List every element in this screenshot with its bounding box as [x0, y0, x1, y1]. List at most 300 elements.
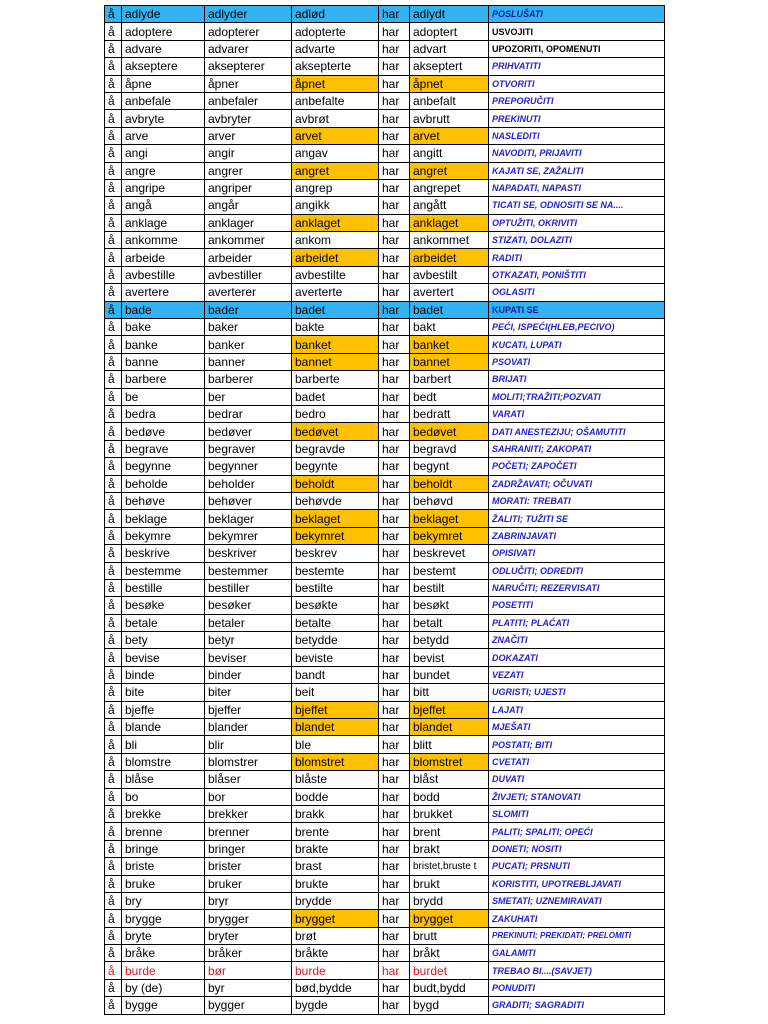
- translation-cell: PALITI; SPALITI; OPEĆI: [489, 823, 665, 840]
- present-cell: brenner: [205, 823, 292, 840]
- infinitive-cell: angå: [122, 197, 205, 214]
- present-cell: arver: [205, 127, 292, 144]
- past-cell: blomstret: [292, 753, 379, 770]
- infinitive-marker-cell: å: [105, 979, 122, 996]
- perfect-cell: besøkt: [410, 597, 489, 614]
- past-cell: bakte: [292, 319, 379, 336]
- past-cell: angrep: [292, 179, 379, 196]
- infinitive-cell: adoptere: [122, 23, 205, 40]
- past-cell: beit: [292, 684, 379, 701]
- present-cell: avbryter: [205, 110, 292, 127]
- infinitive-cell: arbeide: [122, 249, 205, 266]
- perfect-cell: blomstret: [410, 753, 489, 770]
- perfect-cell: angret: [410, 162, 489, 179]
- present-cell: binder: [205, 666, 292, 683]
- past-cell: angret: [292, 162, 379, 179]
- table-row: [105, 788, 665, 805]
- translation-cell: UGRISTI; UJESTI: [489, 684, 665, 701]
- present-cell: bestiller: [205, 579, 292, 596]
- auxiliary-cell: har: [379, 771, 410, 788]
- table-row: [105, 58, 665, 75]
- past-cell: brente: [292, 823, 379, 840]
- infinitive-marker-cell: å: [105, 614, 122, 631]
- auxiliary-cell: har: [379, 666, 410, 683]
- table-row: [105, 753, 665, 770]
- perfect-cell: brygget: [410, 910, 489, 927]
- table-row: [105, 510, 665, 527]
- infinitive-marker-cell: å: [105, 527, 122, 544]
- auxiliary-cell: har: [379, 458, 410, 475]
- past-cell: bød,bydde: [292, 979, 379, 996]
- auxiliary-cell: har: [379, 927, 410, 944]
- translation-cell: KORISTITI, UPOTREBLJAVATI: [489, 875, 665, 892]
- table-row: [105, 423, 665, 440]
- translation-cell: PRIHVATITI: [489, 58, 665, 75]
- perfect-cell: bråkt: [410, 945, 489, 962]
- infinitive-cell: blomstre: [122, 753, 205, 770]
- table-row: [105, 319, 665, 336]
- translation-cell: ŽALITI; TUŽITI SE: [489, 510, 665, 527]
- infinitive-marker-cell: å: [105, 40, 122, 57]
- infinitive-marker-cell: å: [105, 649, 122, 666]
- table-row: [105, 875, 665, 892]
- auxiliary-cell: har: [379, 562, 410, 579]
- infinitive-cell: ankomme: [122, 232, 205, 249]
- past-cell: angav: [292, 145, 379, 162]
- verb-table: [104, 5, 665, 1015]
- infinitive-marker-cell: å: [105, 266, 122, 283]
- present-cell: beklager: [205, 510, 292, 527]
- past-cell: betydde: [292, 632, 379, 649]
- present-cell: bryter: [205, 927, 292, 944]
- translation-cell: NASLEDITI: [489, 127, 665, 144]
- present-cell: angriper: [205, 179, 292, 196]
- auxiliary-cell: har: [379, 701, 410, 718]
- infinitive-cell: anklage: [122, 214, 205, 231]
- translation-cell: OPTUŽITI, OKRIVITI: [489, 214, 665, 231]
- translation-cell: KAJATI SE, ZAŽALITI: [489, 162, 665, 179]
- infinitive-cell: bringe: [122, 840, 205, 857]
- infinitive-marker-cell: å: [105, 353, 122, 370]
- infinitive-cell: brekke: [122, 805, 205, 822]
- table-row: [105, 892, 665, 909]
- infinitive-cell: bo: [122, 788, 205, 805]
- translation-cell: PONUDITI: [489, 979, 665, 996]
- table-row: [105, 527, 665, 544]
- infinitive-cell: bevise: [122, 649, 205, 666]
- perfect-cell: bannet: [410, 353, 489, 370]
- infinitive-cell: avbryte: [122, 110, 205, 127]
- past-cell: adlød: [292, 6, 379, 23]
- translation-cell: ZAKUHATI: [489, 910, 665, 927]
- past-cell: blandet: [292, 719, 379, 736]
- table-row: [105, 562, 665, 579]
- auxiliary-cell: har: [379, 597, 410, 614]
- past-cell: åpnet: [292, 75, 379, 92]
- past-cell: banket: [292, 336, 379, 353]
- table-row: [105, 197, 665, 214]
- perfect-cell: bristet,bruste t: [410, 858, 489, 875]
- infinitive-cell: arve: [122, 127, 205, 144]
- past-cell: bannet: [292, 353, 379, 370]
- table-row: [105, 6, 665, 23]
- perfect-cell: ankommet: [410, 232, 489, 249]
- perfect-cell: bedt: [410, 388, 489, 405]
- present-cell: bor: [205, 788, 292, 805]
- auxiliary-cell: har: [379, 979, 410, 996]
- perfect-cell: brukket: [410, 805, 489, 822]
- translation-cell: POSLUŠATI: [489, 6, 665, 23]
- translation-cell: ZABRINJAVATI: [489, 527, 665, 544]
- table-row: [105, 301, 665, 318]
- auxiliary-cell: har: [379, 892, 410, 909]
- auxiliary-cell: har: [379, 145, 410, 162]
- infinitive-marker-cell: å: [105, 388, 122, 405]
- infinitive-cell: bry: [122, 892, 205, 909]
- perfect-cell: bundet: [410, 666, 489, 683]
- infinitive-cell: begrave: [122, 440, 205, 457]
- infinitive-cell: adlyde: [122, 6, 205, 23]
- infinitive-cell: beklage: [122, 510, 205, 527]
- infinitive-cell: binde: [122, 666, 205, 683]
- table-row: [105, 927, 665, 944]
- infinitive-cell: brygge: [122, 910, 205, 927]
- infinitive-marker-cell: å: [105, 58, 122, 75]
- infinitive-marker-cell: å: [105, 962, 122, 979]
- present-cell: aksepterer: [205, 58, 292, 75]
- infinitive-cell: avertere: [122, 284, 205, 301]
- auxiliary-cell: har: [379, 649, 410, 666]
- infinitive-cell: barbere: [122, 371, 205, 388]
- past-cell: bekymret: [292, 527, 379, 544]
- translation-cell: LAJATI: [489, 701, 665, 718]
- table-row: [105, 997, 665, 1014]
- translation-cell: PEĆI, ISPEĆI(HLEB,PECIVO): [489, 319, 665, 336]
- past-cell: arvet: [292, 127, 379, 144]
- infinitive-cell: bruke: [122, 875, 205, 892]
- present-cell: beskriver: [205, 545, 292, 562]
- present-cell: bygger: [205, 997, 292, 1014]
- past-cell: avbrøt: [292, 110, 379, 127]
- translation-cell: POČETI; ZAPOČETI: [489, 458, 665, 475]
- present-cell: baker: [205, 319, 292, 336]
- perfect-cell: beklaget: [410, 510, 489, 527]
- infinitive-cell: bli: [122, 736, 205, 753]
- infinitive-marker-cell: å: [105, 405, 122, 422]
- infinitive-marker-cell: å: [105, 858, 122, 875]
- perfect-cell: begynt: [410, 458, 489, 475]
- translation-cell: OGLASITI: [489, 284, 665, 301]
- translation-cell: VEZATI: [489, 666, 665, 683]
- perfect-cell: akseptert: [410, 58, 489, 75]
- present-cell: behøver: [205, 492, 292, 509]
- infinitive-cell: bråke: [122, 945, 205, 962]
- infinitive-marker-cell: å: [105, 510, 122, 527]
- perfect-cell: anklaget: [410, 214, 489, 231]
- past-cell: begynte: [292, 458, 379, 475]
- translation-cell: VARATI: [489, 405, 665, 422]
- table-row: [105, 545, 665, 562]
- perfect-cell: betydd: [410, 632, 489, 649]
- auxiliary-cell: har: [379, 110, 410, 127]
- present-cell: bader: [205, 301, 292, 318]
- perfect-cell: bestilt: [410, 579, 489, 596]
- infinitive-marker-cell: å: [105, 823, 122, 840]
- translation-cell: NAVODITI, PRIJAVITI: [489, 145, 665, 162]
- present-cell: advarer: [205, 40, 292, 57]
- present-cell: angir: [205, 145, 292, 162]
- past-cell: bodde: [292, 788, 379, 805]
- perfect-cell: avbestilt: [410, 266, 489, 283]
- past-cell: brakk: [292, 805, 379, 822]
- present-cell: banner: [205, 353, 292, 370]
- infinitive-marker-cell: å: [105, 997, 122, 1014]
- infinitive-marker-cell: å: [105, 805, 122, 822]
- past-cell: avbestilte: [292, 266, 379, 283]
- present-cell: adopterer: [205, 23, 292, 40]
- past-cell: anbefalte: [292, 92, 379, 109]
- auxiliary-cell: har: [379, 840, 410, 857]
- present-cell: biter: [205, 684, 292, 701]
- translation-cell: OTVORITI: [489, 75, 665, 92]
- infinitive-cell: burde: [122, 962, 205, 979]
- past-cell: angikk: [292, 197, 379, 214]
- present-cell: besøker: [205, 597, 292, 614]
- auxiliary-cell: har: [379, 823, 410, 840]
- past-cell: bedro: [292, 405, 379, 422]
- translation-cell: SLOMITI: [489, 805, 665, 822]
- past-cell: beskrev: [292, 545, 379, 562]
- auxiliary-cell: har: [379, 632, 410, 649]
- table-row: [105, 632, 665, 649]
- infinitive-marker-cell: å: [105, 562, 122, 579]
- perfect-cell: burdet: [410, 962, 489, 979]
- past-cell: blåste: [292, 771, 379, 788]
- perfect-cell: arbeidet: [410, 249, 489, 266]
- present-cell: bjeffer: [205, 701, 292, 718]
- table-row: [105, 23, 665, 40]
- table-row: [105, 336, 665, 353]
- infinitive-cell: be: [122, 388, 205, 405]
- past-cell: betalte: [292, 614, 379, 631]
- infinitive-cell: begynne: [122, 458, 205, 475]
- infinitive-marker-cell: å: [105, 127, 122, 144]
- translation-cell: MORATI: TREBATI: [489, 492, 665, 509]
- infinitive-cell: bedøve: [122, 423, 205, 440]
- infinitive-cell: brenne: [122, 823, 205, 840]
- infinitive-marker-cell: å: [105, 301, 122, 318]
- perfect-cell: brutt: [410, 927, 489, 944]
- present-cell: bruker: [205, 875, 292, 892]
- table-row: [105, 962, 665, 979]
- auxiliary-cell: har: [379, 266, 410, 283]
- infinitive-cell: bestemme: [122, 562, 205, 579]
- translation-cell: SMETATI; UZNEMIRAVATI: [489, 892, 665, 909]
- perfect-cell: bedratt: [410, 405, 489, 422]
- past-cell: bestilte: [292, 579, 379, 596]
- present-cell: bekymrer: [205, 527, 292, 544]
- table-row: [105, 684, 665, 701]
- translation-cell: DUVATI: [489, 771, 665, 788]
- past-cell: behøvde: [292, 492, 379, 509]
- past-cell: besøkte: [292, 597, 379, 614]
- infinitive-cell: banke: [122, 336, 205, 353]
- perfect-cell: brakt: [410, 840, 489, 857]
- present-cell: blåser: [205, 771, 292, 788]
- auxiliary-cell: har: [379, 997, 410, 1014]
- present-cell: angår: [205, 197, 292, 214]
- table-row: [105, 945, 665, 962]
- table-row: [105, 405, 665, 422]
- infinitive-marker-cell: å: [105, 249, 122, 266]
- perfect-cell: brent: [410, 823, 489, 840]
- infinitive-marker-cell: å: [105, 110, 122, 127]
- past-cell: averterte: [292, 284, 379, 301]
- infinitive-cell: bygge: [122, 997, 205, 1014]
- infinitive-marker-cell: å: [105, 597, 122, 614]
- auxiliary-cell: har: [379, 492, 410, 509]
- auxiliary-cell: har: [379, 440, 410, 457]
- auxiliary-cell: har: [379, 92, 410, 109]
- infinitive-marker-cell: å: [105, 145, 122, 162]
- present-cell: byr: [205, 979, 292, 996]
- translation-cell: NAPADATI, NAPASTI: [489, 179, 665, 196]
- table-row: [105, 910, 665, 927]
- table-row: [105, 92, 665, 109]
- auxiliary-cell: har: [379, 405, 410, 422]
- past-cell: bråkte: [292, 945, 379, 962]
- past-cell: bandt: [292, 666, 379, 683]
- auxiliary-cell: har: [379, 40, 410, 57]
- table-row: [105, 597, 665, 614]
- infinitive-cell: beskrive: [122, 545, 205, 562]
- table-row: [105, 701, 665, 718]
- infinitive-marker-cell: å: [105, 319, 122, 336]
- perfect-cell: banket: [410, 336, 489, 353]
- perfect-cell: brukt: [410, 875, 489, 892]
- past-cell: badet: [292, 388, 379, 405]
- infinitive-cell: angripe: [122, 179, 205, 196]
- present-cell: bedrar: [205, 405, 292, 422]
- table-row: [105, 666, 665, 683]
- present-cell: betaler: [205, 614, 292, 631]
- translation-cell: ŽIVJETI; STANOVATI: [489, 788, 665, 805]
- past-cell: beholdt: [292, 475, 379, 492]
- infinitive-marker-cell: å: [105, 197, 122, 214]
- table-row: [105, 492, 665, 509]
- table-row: [105, 840, 665, 857]
- present-cell: adlyder: [205, 6, 292, 23]
- past-cell: bygde: [292, 997, 379, 1014]
- infinitive-marker-cell: å: [105, 701, 122, 718]
- present-cell: blir: [205, 736, 292, 753]
- past-cell: advarte: [292, 40, 379, 57]
- translation-cell: PREKINUTI: [489, 110, 665, 127]
- infinitive-cell: by (de): [122, 979, 205, 996]
- past-cell: ble: [292, 736, 379, 753]
- auxiliary-cell: har: [379, 301, 410, 318]
- auxiliary-cell: har: [379, 75, 410, 92]
- present-cell: åpner: [205, 75, 292, 92]
- infinitive-marker-cell: å: [105, 179, 122, 196]
- infinitive-cell: åpne: [122, 75, 205, 92]
- present-cell: brekker: [205, 805, 292, 822]
- infinitive-marker-cell: å: [105, 75, 122, 92]
- past-cell: beklaget: [292, 510, 379, 527]
- translation-cell: USVOJITI: [489, 23, 665, 40]
- infinitive-marker-cell: å: [105, 6, 122, 23]
- table-row: [105, 823, 665, 840]
- past-cell: aksepterte: [292, 58, 379, 75]
- translation-cell: OPISIVATI: [489, 545, 665, 562]
- infinitive-cell: angi: [122, 145, 205, 162]
- translation-cell: TREBAO BI....(SAVJET): [489, 962, 665, 979]
- infinitive-cell: briste: [122, 858, 205, 875]
- auxiliary-cell: har: [379, 545, 410, 562]
- past-cell: bjeffet: [292, 701, 379, 718]
- translation-cell: DOKAZATI: [489, 649, 665, 666]
- translation-cell: TICATI SE, ODNOSITI SE NA....: [489, 197, 665, 214]
- past-cell: anklaget: [292, 214, 379, 231]
- present-cell: betyr: [205, 632, 292, 649]
- auxiliary-cell: har: [379, 162, 410, 179]
- infinitive-marker-cell: å: [105, 771, 122, 788]
- infinitive-cell: beholde: [122, 475, 205, 492]
- past-cell: burde: [292, 962, 379, 979]
- present-cell: banker: [205, 336, 292, 353]
- auxiliary-cell: har: [379, 719, 410, 736]
- present-cell: arbeider: [205, 249, 292, 266]
- infinitive-marker-cell: å: [105, 684, 122, 701]
- perfect-cell: bestemt: [410, 562, 489, 579]
- present-cell: blander: [205, 719, 292, 736]
- infinitive-marker-cell: å: [105, 458, 122, 475]
- table-row: [105, 110, 665, 127]
- infinitive-marker-cell: å: [105, 945, 122, 962]
- infinitive-cell: bety: [122, 632, 205, 649]
- table-row: [105, 353, 665, 370]
- perfect-cell: angitt: [410, 145, 489, 162]
- translation-cell: NARUČITI; REZERVISATI: [489, 579, 665, 596]
- infinitive-marker-cell: å: [105, 892, 122, 909]
- table-row: [105, 649, 665, 666]
- translation-cell: MJEŠATI: [489, 719, 665, 736]
- present-cell: ber: [205, 388, 292, 405]
- present-cell: anklager: [205, 214, 292, 231]
- past-cell: bedøvet: [292, 423, 379, 440]
- present-cell: bedøver: [205, 423, 292, 440]
- perfect-cell: bjeffet: [410, 701, 489, 718]
- infinitive-cell: bedra: [122, 405, 205, 422]
- perfect-cell: begravd: [410, 440, 489, 457]
- auxiliary-cell: har: [379, 510, 410, 527]
- present-cell: beholder: [205, 475, 292, 492]
- past-cell: brøt: [292, 927, 379, 944]
- perfect-cell: angrepet: [410, 179, 489, 196]
- infinitive-marker-cell: å: [105, 440, 122, 457]
- auxiliary-cell: har: [379, 805, 410, 822]
- perfect-cell: blandet: [410, 719, 489, 736]
- table-row: [105, 40, 665, 57]
- infinitive-marker-cell: å: [105, 492, 122, 509]
- perfect-cell: bodd: [410, 788, 489, 805]
- table-row: [105, 284, 665, 301]
- infinitive-marker-cell: å: [105, 214, 122, 231]
- infinitive-cell: akseptere: [122, 58, 205, 75]
- translation-cell: POSTATI; BITI: [489, 736, 665, 753]
- translation-cell: DATI ANESTEZIJU; OŠAMUTITI: [489, 423, 665, 440]
- table-row: [105, 440, 665, 457]
